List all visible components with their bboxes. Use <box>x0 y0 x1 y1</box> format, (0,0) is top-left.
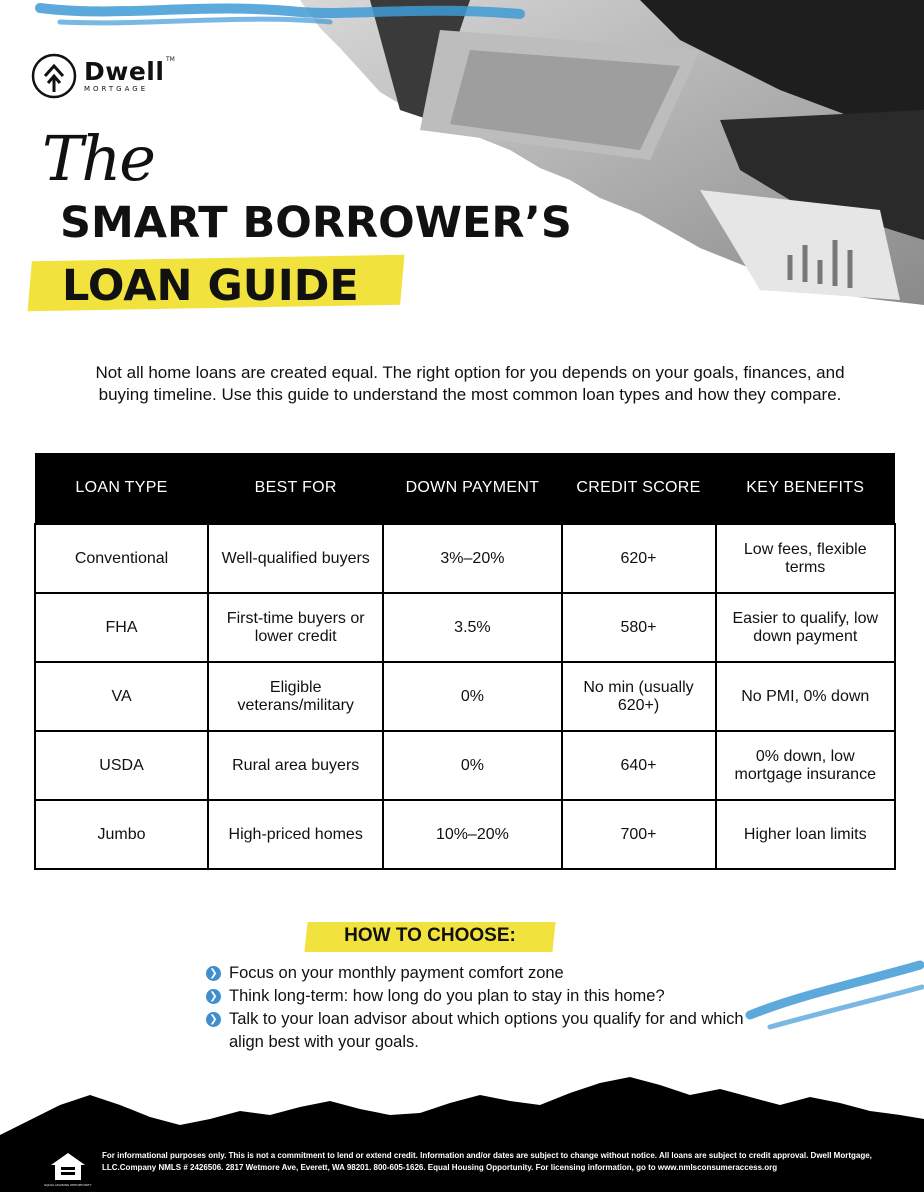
cell-best-for: Eligible veterans/military <box>208 662 383 731</box>
cell-best-for: First-time buyers or lower credit <box>208 593 383 662</box>
brand-tagline: MORTGAGE <box>84 85 149 93</box>
cell-loan-type: VA <box>35 662 208 731</box>
cell-down-payment: 10%–20% <box>383 800 561 869</box>
table-row <box>35 800 895 869</box>
list-item <box>206 962 746 985</box>
cell-key-benefits: Low fees, flexible terms <box>716 524 895 593</box>
cell-credit-score: No min (usually 620+) <box>562 662 716 731</box>
cell-down-payment: 3.5% <box>383 593 561 662</box>
cell-loan-type: USDA <box>35 731 208 800</box>
cell-loan-type: Jumbo <box>35 800 208 869</box>
brand-trademark: TM <box>166 56 175 63</box>
cell-key-benefits: Easier to qualify, low down payment <box>716 593 895 662</box>
cell-key-benefits: No PMI, 0% down <box>716 662 895 731</box>
cell-down-payment: 3%–20% <box>383 524 561 593</box>
how-to-choose-title: HOW TO CHOOSE: <box>344 925 516 946</box>
cell-credit-score: 700+ <box>562 800 716 869</box>
header-loan-type: LOAN TYPE <box>35 453 208 524</box>
cell-best-for: Rural area buyers <box>208 731 383 800</box>
list-item <box>206 985 746 1008</box>
list-item-text: Focus on your monthly payment comfort zone <box>229 964 564 982</box>
cell-credit-score: 580+ <box>562 593 716 662</box>
table-row <box>35 524 895 593</box>
cell-loan-type: Conventional <box>35 524 208 593</box>
cell-key-benefits: 0% down, low mortgage insurance <box>716 731 895 800</box>
header-best-for: BEST FOR <box>208 453 383 524</box>
cell-best-for: High-priced homes <box>208 800 383 869</box>
list-item-text: Talk to your loan advisor about which options you qualify for and which align best with your goals. <box>229 1010 744 1051</box>
brand-name: Dwell <box>84 57 165 86</box>
chevron-bullet-icon: ❯ <box>206 966 221 981</box>
cell-credit-score: 620+ <box>562 524 716 593</box>
list-item-text: Think long-term: how long do you plan to stay in this home? <box>229 987 665 1005</box>
how-to-choose-list <box>206 962 746 1054</box>
page-title-line-1: SMART BORROWER’S <box>60 198 572 248</box>
header-credit-score: CREDIT SCORE <box>562 453 716 524</box>
table-row <box>35 731 895 800</box>
header-down-payment: DOWN PAYMENT <box>383 453 561 524</box>
list-item <box>206 1008 746 1054</box>
chevron-bullet-icon: ❯ <box>206 989 221 1004</box>
mountain-silhouette <box>0 1075 924 1192</box>
cell-loan-type: FHA <box>35 593 208 662</box>
cell-down-payment: 0% <box>383 662 561 731</box>
title-script-the: The <box>42 122 154 195</box>
loan-comparison-table <box>34 453 896 870</box>
equal-housing-icon <box>44 1150 92 1188</box>
cell-key-benefits: Higher loan limits <box>716 800 895 869</box>
cell-credit-score: 640+ <box>562 731 716 800</box>
page-title-line-2: LOAN GUIDE <box>62 261 359 311</box>
brand-wordmark <box>84 59 164 93</box>
intro-paragraph: Not all home loans are created equal. The right option for you depends on your goals, finances, and buying timeline. Use this guide to understand the most common loan types and how they compare. <box>95 363 845 404</box>
equal-housing-label: EQUAL HOUSING OPPORTUNITY <box>44 1183 92 1187</box>
brand-logo-icon <box>30 52 78 100</box>
cell-down-payment: 0% <box>383 731 561 800</box>
table-row <box>35 593 895 662</box>
cell-best-for: Well-qualified buyers <box>208 524 383 593</box>
table-header-row <box>35 453 895 524</box>
table-row <box>35 662 895 731</box>
chevron-bullet-icon: ❯ <box>206 1012 221 1027</box>
decorative-brush-stroke <box>740 955 924 1035</box>
footer-disclaimer: For informational purposes only. This is not a commitment to lend or extend credit. Information and/or dates are subject to change without notice. All loans are subject to credit approval. Dwell Mortgage, LLC.Company NMLS # 2426506. 2817 Wetmore Ave, Everett, WA 98201. 800-605-1626. Equal Housing Opportunity. For licensing information, go to www.nmlsconsumeraccess.org <box>102 1151 872 1172</box>
header-key-benefits: KEY BENEFITS <box>716 453 895 524</box>
brand-logo[interactable] <box>30 52 175 100</box>
